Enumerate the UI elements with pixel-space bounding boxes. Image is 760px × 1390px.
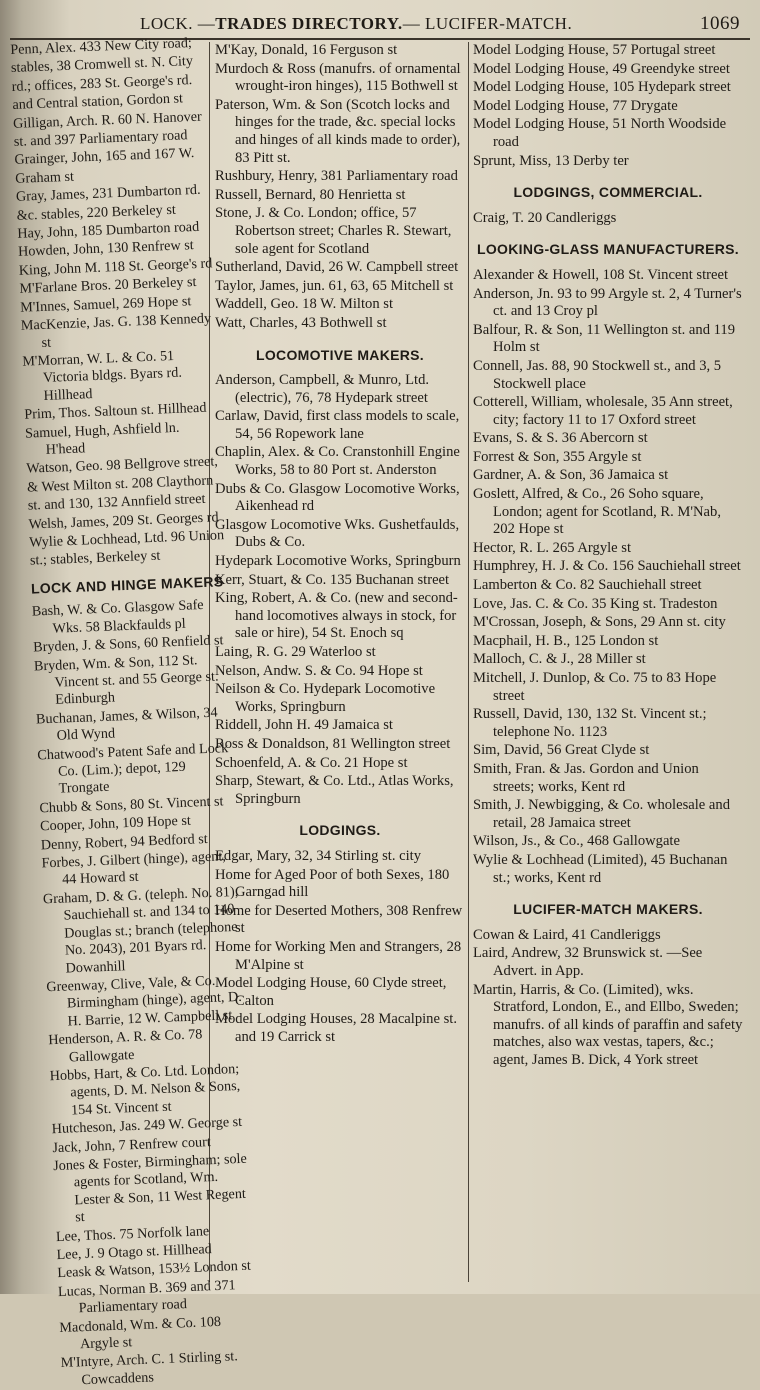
directory-entry: Hector, R. L. 265 Argyle st: [473, 539, 632, 556]
directory-entry: Watson, Geo. 98 Bellgrove street,: [26, 453, 219, 478]
directory-entry: st. and 397 Parliamentary road: [13, 127, 188, 150]
directory-entry: Stone, J. & Co. London; office, 57 Robertson street; Charles R. Stewart, sole agent for Scotland: [215, 205, 452, 257]
directory-entry: Model Lodging House, 57 Portugal street: [473, 42, 716, 58]
column-3: [473, 42, 743, 1282]
directory-entry: and Central station, Gordon st: [12, 90, 184, 114]
directory-entry: Wylie & Lochhead (Limited), 45 Buchanan st.; works, Kent rd: [473, 851, 728, 886]
directory-entry: Howden, John, 130 Renfrew st: [17, 237, 195, 261]
directory-entry: M'Crossan, Joseph, & Sons, 29 Ann st. city: [473, 614, 726, 631]
directory-entry: Model Lodging House, 49 Greendyke street: [473, 60, 730, 77]
running-header: [140, 10, 740, 38]
directory-entry: Cotterell, William, wholesale, 35 Ann street, city; factory 11 to 17 Oxford street: [473, 394, 733, 428]
directory-entry: Lee, J. 9 Otago st. Hillhead: [56, 1241, 213, 1264]
directory-entry: Neilson & Co. Hydepark Locomotive Works, Springburn: [215, 681, 436, 715]
directory-entry: Laird, Andrew, 32 Brunswick st. —See Advert. in App.: [473, 945, 703, 979]
header-left: LOCK.: [140, 14, 194, 33]
directory-entry: Nelson, Andw. S. & Co. 94 Hope st: [215, 662, 423, 679]
section-heading-lucifer-match: LUCIFER-MATCH MAKERS.: [513, 901, 703, 918]
directory-entry: Anderson, Campbell, & Munro, Ltd. (electric), 76, 78 Hydepark street: [215, 372, 430, 406]
directory-entry: Russell, David, 130, 132 St. Vincent st.; telephone No. 1123: [473, 706, 707, 740]
directory-entry: Home for Deserted Mothers, 308 Renfrew st: [215, 902, 463, 937]
directory-entry: Watt, Charles, 43 Bothwell st: [215, 314, 387, 331]
directory-entry: Kerr, Stuart, & Co. 135 Buchanan street: [215, 571, 450, 588]
directory-entry: Sutherland, David, 26 W. Campbell street: [215, 259, 459, 276]
directory-entry: Model Lodging House, 51 North Woodside road: [473, 116, 727, 150]
directory-entry: Graham st: [14, 168, 75, 187]
column-1-list-a: [10, 34, 226, 570]
directory-entry: & West Milton st. 208 Claythorn: [26, 472, 214, 496]
directory-entry: Bryden, Wm. & Son, 112 St. Vincent st. and 55 George st. Edinburgh: [33, 651, 219, 709]
directory-entry: Greenway, Clive, Vale, & Co. Birmingham (hinge), agent, D. H. Barrie, 12 W. Campbell st: [46, 972, 243, 1030]
directory-entry: Chubb & Sons, 80 St. Vincent st: [39, 793, 224, 817]
section-heading-looking-glass: LOOKING-GLASS MANUFACTURERS.: [477, 241, 739, 258]
directory-entry: Riddell, John H. 49 Jamaica st: [215, 717, 393, 734]
directory-entry: M'Farlane Bros. 20 Berkeley st: [19, 274, 197, 298]
directory-entry: Lucas, Norman B. 369 and 371 Parliamentary road: [57, 1277, 236, 1317]
directory-entry: rd.; offices, 283 St. George's rd.: [11, 71, 193, 95]
directory-entry: Glasgow Locomotive Wks. Gushetfaulds, Dubs & Co.: [215, 516, 460, 551]
section-heading-lodgings-commercial: LODGINGS, COMMERCIAL.: [513, 184, 703, 201]
header-right: LUCIFER-MATCH.: [424, 14, 573, 33]
directory-entry: King, Robert, A. & Co. (new and second-hand locomotives always in stock, for sale or hire), 54 St. Enoch sq: [215, 590, 458, 642]
directory-entry: Hay, John, 185 Dumbarton road: [17, 218, 200, 242]
directory-entry: Malloch, C. & J., 28 Miller st: [473, 651, 646, 668]
directory-entry: Ross & Donaldson, 81 Wellington street: [215, 735, 451, 752]
directory-entry: &c. stables, 220 Berkeley st: [16, 201, 177, 224]
directory-entry: Prim, Thos. Saltoun st. Hillhead: [24, 399, 207, 423]
column-3-list-c: [473, 267, 743, 887]
directory-entry: Jack, John, 7 Renfrew court: [52, 1133, 212, 1156]
directory-entry: Chatwood's Patent Safe and Lock Co. (Lim.); depot, 129 Trongate: [37, 739, 229, 798]
column-2-list-b: [215, 372, 465, 808]
directory-entry: Carlaw, David, first class models to scale, 54, 56 Ropework lane: [215, 408, 460, 442]
directory-entry: Gray, James, 231 Dumbarton rd.: [15, 182, 201, 206]
directory-entry: M'Kay, Donald, 16 Ferguson st: [215, 42, 398, 58]
directory-entry: Hutcheson, Jas. 249 W. George st: [51, 1114, 243, 1138]
directory-entry: Bryden, J. & Sons, 60 Renfield st: [32, 632, 224, 656]
column-3-list-d: [473, 927, 743, 1070]
directory-entry: Goslett, Alfred, & Co., 26 Soho square, London; agent for Scotland, R. M'Nab, 202 Hope st: [473, 486, 721, 538]
directory-entry: Model Lodging House, 77 Drygate: [473, 97, 678, 114]
directory-entry: Forbes, J. Gilbert (hinge), agent, 44 Howard st: [41, 848, 227, 889]
directory-entry: Home for Working Men and Strangers, 28 M'Alpine st: [215, 938, 462, 973]
directory-entry: Connell, Jas. 88, 90 Stockwell st., and 3, 5 Stockwell place: [473, 357, 722, 392]
directory-entry: Craig, T. 20 Candleriggs: [473, 209, 617, 226]
directory-entry: Gardner, A. & Son, 36 Jamaica st: [473, 467, 669, 484]
directory-entry: Jones & Foster, Birmingham; sole agents for Scotland, Wm. Lester & Son, 11 West Regent st: [52, 1150, 248, 1226]
directory-entry: Henderson, A. R. & Co. 78 Gallowgate: [48, 1026, 203, 1066]
directory-entry: Lee, Thos. 75 Norfolk lane: [55, 1222, 210, 1245]
directory-entry: Hydepark Locomotive Works, Springburn: [215, 553, 461, 570]
directory-entry: Edgar, Mary, 32, 34 Stirling st. city: [215, 847, 422, 864]
directory-entry: Alexander & Howell, 108 St. Vincent street: [473, 266, 728, 283]
directory-entry: Anderson, Jn. 93 to 99 Argyle st. 2, 4 Turner's ct. and 13 Croy pl: [473, 285, 742, 320]
directory-entry: Humphrey, H. J. & Co. 156 Sauchiehall street: [473, 558, 741, 575]
directory-entry: M'Morran, W. L. & Co. 51 Victoria bldgs. Byars rd. Hillhead: [21, 347, 183, 404]
directory-entry: Schoenfeld, A. & Co. 21 Hope st: [215, 754, 408, 771]
directory-entry: Sharp, Stewart, & Co. Ltd., Atlas Works, Springburn: [215, 773, 454, 807]
directory-entry: Model Lodging Houses, 28 Macalpine st. and 19 Carrick st: [215, 1011, 457, 1045]
directory-entry: Hobbs, Hart, & Co. Ltd. London; agents, D. M. Nelson & Sons, 154 St. Vincent st: [49, 1060, 241, 1119]
directory-entry: Lamberton & Co. 82 Sauchiehall street: [473, 577, 702, 594]
directory-entry: Mitchell, J. Dunlop, & Co. 75 to 83 Hope street: [473, 670, 717, 704]
directory-entry: King, John M. 118 St. George's rd: [18, 255, 213, 279]
header-title: LOCK. —TRADES DIRECTORY.— LUCIFER-MATCH.: [140, 14, 573, 33]
column-divider-2: [468, 42, 469, 1282]
column-2-list-a: [215, 42, 465, 333]
directory-entry: Macdonald, Wm. & Co. 108 Argyle st: [59, 1313, 222, 1353]
directory-entry: stables, 38 Cromwell st. N. City: [10, 53, 194, 77]
directory-entry: MacKenzie, Jas. G. 138 Kennedy st: [20, 310, 212, 351]
directory-entry: Macphail, H. B., 125 London st: [473, 632, 659, 649]
directory-entry: Russell, Bernard, 80 Henrietta st: [215, 186, 406, 203]
directory-entry: Home for Aged Poor of both Sexes, 180 Garngad hill: [215, 866, 450, 901]
directory-entry: Samuel, Hugh, Ashfield ln. H'head: [24, 419, 180, 458]
directory-entry: st.; stables, Berkeley st: [29, 547, 161, 569]
directory-entry: Wylie & Lochhead, Ltd. 96 Union: [28, 527, 225, 551]
directory-entry: Bash, W. & Co. Glasgow Safe Wks. 58 Blackfaulds pl: [31, 597, 204, 637]
header-center: TRADES DIRECTORY.: [215, 14, 403, 33]
directory-entry: Love, Jas. C. & Co. 35 King st. Tradeston: [473, 595, 718, 612]
directory-entry: Sim, David, 56 Great Clyde st: [473, 742, 650, 759]
directory-entry: Sprunt, Miss, 13 Derby ter: [473, 152, 629, 169]
column-2: [215, 42, 465, 1282]
directory-entry: Evans, S. & S. 36 Abercorn st: [473, 430, 648, 447]
column-3-list-b: [473, 210, 743, 228]
directory-entry: Model Lodging House, 105 Hydepark street: [473, 79, 731, 96]
directory-entry: Balfour, R. & Son, 11 Wellington st. and 119 Holm st: [473, 321, 736, 356]
directory-entry: Taylor, James, jun. 61, 63, 65 Mitchell st: [215, 277, 454, 294]
directory-entry: Dubs & Co. Glasgow Locomotive Works, Aikenhead rd: [215, 480, 460, 515]
directory-entry: Paterson, Wm. & Son (Scotch locks and hinges for the trade, &c. special locks and hinges of all kinds made to order), 83 Pitt st.: [215, 96, 461, 166]
section-heading-lock-and-hinge: LOCK AND HINGE MAKERS: [30, 572, 224, 597]
directory-entry: Forrest & Son, 355 Argyle st: [473, 448, 642, 465]
directory-entry: Grainger, John, 165 and 167 W.: [14, 145, 195, 169]
directory-entry: Penn, Alex. 433 New City road;: [10, 35, 193, 58]
directory-entry: Buchanan, James, & Wilson, 34 Old Wynd: [35, 704, 218, 744]
page-number: 1069: [700, 13, 740, 34]
directory-entry: Cooper, John, 109 Hope st: [39, 812, 192, 835]
directory-entry: Welsh, James, 209 St. Georges rd: [28, 508, 219, 533]
section-heading-locomotive: LOCOMOTIVE MAKERS.: [256, 346, 424, 363]
directory-entry: Rushbury, Henry, 381 Parliamentary road: [215, 168, 458, 185]
directory-entry: M'Intyre, Arch. C. 1 Stirling st. Cowcaddens: [60, 1348, 239, 1389]
directory-entry: Denny, Robert, 94 Bedford st: [40, 830, 208, 854]
directory-entry: Martin, Harris, & Co. (Limited), wks. Stratford, London, E., and Ellbo, Sweden; manufrs. of all kinds of paraffin and safety matches, also wax vestas, tapers, &c.; agent, James B. Dick, 4 York street: [473, 981, 743, 1068]
directory-entry: Model Lodging House, 60 Clyde street, Calton: [215, 975, 447, 1009]
column-2-list-c: [215, 848, 465, 1047]
directory-entry: Waddell, Geo. 18 W. Milton st: [215, 296, 393, 313]
directory-entry: Laing, R. G. 29 Waterloo st: [215, 644, 376, 660]
directory-entry: Murdoch & Ross (manufrs. of ornamental wrought-iron hinges), 115 Bothwell st: [215, 60, 461, 95]
section-heading-lodgings: LODGINGS.: [299, 822, 381, 839]
directory-entry: M'Innes, Samuel, 269 Hope st: [19, 292, 192, 316]
directory-entry: Smith, Fran. & Jas. Gordon and Union streets; works, Kent rd: [473, 760, 699, 795]
directory-entry: st. and 130, 132 Annfield street: [27, 490, 206, 514]
column-3-list-a: [473, 42, 743, 170]
directory-entry: Graham, D. & G. (teleph. No. 81), Sauchiehall st. and 134 to 140 Douglas st.; branch (telephone No. 2043), 201 Byars rd. Dowanhill: [42, 883, 239, 977]
directory-entry: Smith, J. Newbigging, & Co. wholesale and retail, 28 Jamaica street: [473, 797, 730, 831]
directory-entry: Chaplin, Alex. & Co. Cranstonhill Engine Works, 58 to 80 Port st. Anderston: [215, 444, 460, 479]
directory-entry: Gilligan, Arch. R. 60 N. Hanover: [12, 108, 203, 132]
directory-entry: Leask & Watson, 153½ London st: [57, 1258, 252, 1282]
directory-entry: Cowan & Laird, 41 Candleriggs: [473, 926, 661, 943]
directory-entry: Wilson, Js., & Co., 468 Gallowgate: [473, 833, 680, 850]
